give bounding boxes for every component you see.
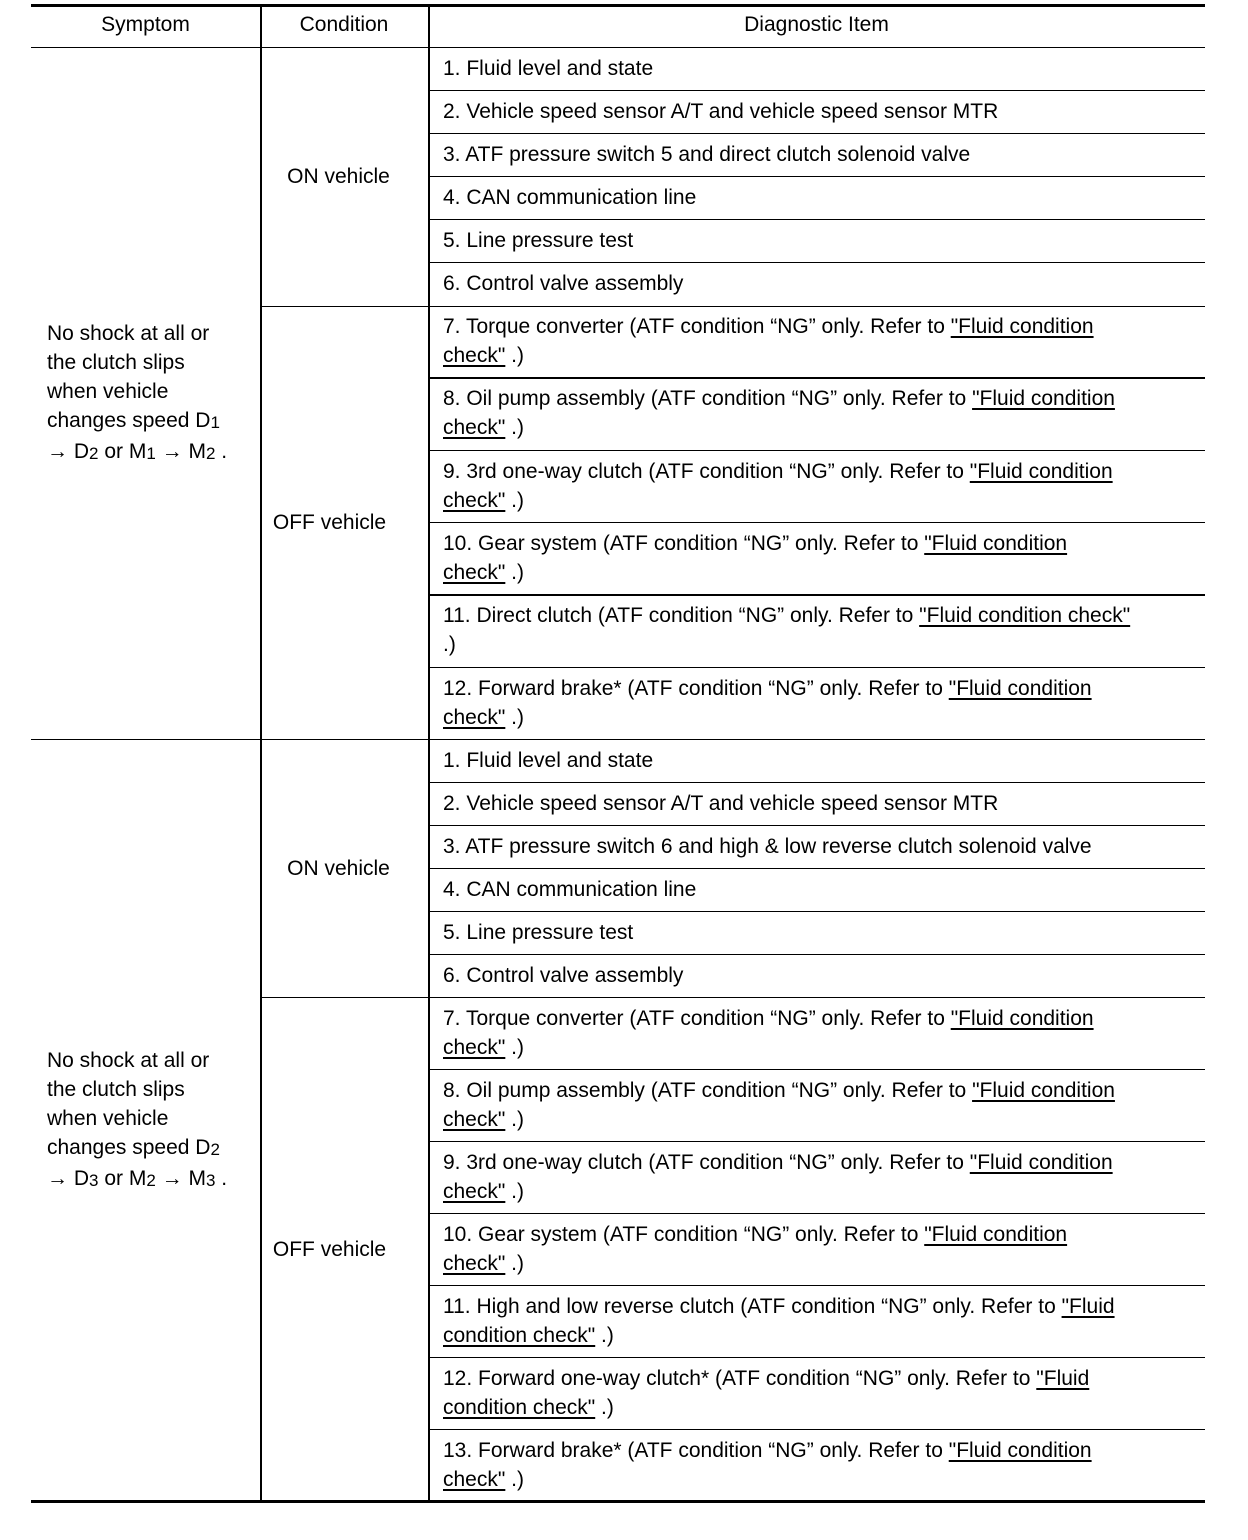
- diagnostic-item: [429, 262, 1205, 305]
- fluid-condition-check-link[interactable]: "Fluid condition check": [443, 387, 1115, 440]
- diagnostic-item: [429, 739, 1205, 782]
- diagnostic-item-text: 5. Line pressure test: [443, 921, 634, 944]
- diagnostic-item-text: [443, 1364, 1133, 1422]
- gear-subscript: 2: [205, 443, 216, 463]
- condition-on-vehicle: ON vehicle: [287, 164, 390, 188]
- fluid-condition-check-link[interactable]: "Fluid condition check": [443, 1151, 1113, 1203]
- diagnostic-item: [429, 1213, 1205, 1285]
- fluid-condition-check-link[interactable]: "Fluid condition check": [443, 1007, 1094, 1059]
- diagnostic-item-suffix: .): [505, 1252, 524, 1275]
- diagnostic-item-text: [443, 384, 1133, 442]
- diagnostic-item-text: [443, 1076, 1133, 1134]
- diagnostic-item-text: 3. ATF pressure switch 6 and high & low reverse clutch solenoid valve: [443, 835, 1092, 858]
- diagnostic-item-text: [443, 457, 1133, 515]
- diagnostic-item: [429, 782, 1205, 825]
- diagnostic-item: [429, 911, 1205, 954]
- diagnostic-item-text: [443, 674, 1133, 732]
- diagnostic-item-label: 7. Torque converter (ATF condition “NG” only. Refer to: [443, 315, 951, 339]
- symptom-line: No shock at all or: [47, 1048, 210, 1072]
- diagnostic-item: [429, 522, 1205, 594]
- diagnostic-item-label: 11. Direct clutch (ATF condition “NG” only. Refer to: [443, 604, 920, 628]
- arrow-icon: →: [155, 439, 189, 463]
- diagnostic-item-text: [443, 1004, 1133, 1062]
- diagnostic-item: [429, 450, 1205, 522]
- diagnostic-item-text: 1. Fluid level and state: [443, 57, 654, 80]
- diagnostic-item-suffix: .): [505, 1180, 524, 1203]
- diagnostic-item-text: [443, 1148, 1133, 1206]
- fluid-condition-check-link[interactable]: "Fluid condition check": [443, 1439, 1092, 1491]
- diagnostic-item-suffix: .): [505, 1036, 524, 1059]
- condition-off-vehicle: OFF vehicle: [272, 1237, 387, 1261]
- arrow-icon: →: [47, 439, 74, 463]
- diagnostic-item-text: 3. ATF pressure switch 5 and direct clutch solenoid valve: [443, 143, 971, 166]
- diagnostic-item-suffix: .): [443, 633, 456, 657]
- diagnostic-item: [429, 667, 1205, 739]
- diagnostic-item: [429, 377, 1205, 449]
- gear-subscript: 2: [146, 1170, 156, 1190]
- diagnostic-item: [429, 305, 1205, 377]
- gear-subscript: 1: [146, 443, 156, 463]
- diagnostic-item: [429, 1429, 1205, 1501]
- diagnostic-item-text: 5. Line pressure test: [443, 229, 634, 252]
- arrow-icon: →: [155, 1166, 189, 1190]
- diagnostic-item-text: 4. CAN communication line: [443, 186, 697, 209]
- fluid-condition-check-link[interactable]: "Fluid condition check": [443, 459, 1113, 512]
- diagnostic-item: [429, 594, 1205, 666]
- diagnostic-item: [429, 954, 1205, 997]
- diagnostic-item-text: [443, 601, 1133, 659]
- symptom-line: [47, 437, 227, 468]
- diagnostic-item-suffix: .): [505, 488, 524, 512]
- diagnostic-item-text: 2. Vehicle speed sensor A/T and vehicle speed sensor MTR: [443, 792, 999, 815]
- fluid-condition-check-link[interactable]: "Fluid condition check": [443, 1367, 1090, 1419]
- diagnostic-item-text: 6. Control valve assembly: [443, 272, 684, 295]
- diagnostic-item-label: 7. Torque converter (ATF condition “NG” only. Refer to: [443, 1007, 951, 1030]
- diagnostic-item-label: 8. Oil pump assembly (ATF condition “NG” only. Refer to: [443, 1079, 973, 1102]
- diagnostic-item-text: 2. Vehicle speed sensor A/T and vehicle speed sensor MTR: [443, 100, 999, 123]
- fluid-condition-check-link[interactable]: "Fluid condition check": [443, 532, 1068, 585]
- diagnostic-item: [429, 997, 1205, 1069]
- diagnostic-table: [31, 4, 1205, 1504]
- header-diagnostic-item: Diagnostic Item: [744, 13, 889, 36]
- diagnostic-item-suffix: .): [505, 416, 524, 440]
- diagnostic-item-label: 13. Forward brake* (ATF condition “NG” only. Refer to: [443, 1439, 949, 1462]
- diagnostic-item-suffix: .): [505, 1108, 524, 1131]
- symptom-line: [47, 1133, 227, 1164]
- diagnostic-item-label: 10. Gear system (ATF condition “NG” only. Refer to: [443, 532, 925, 556]
- symptom-speed-text: or M: [98, 439, 147, 463]
- fluid-condition-check-link[interactable]: "Fluid condition check": [443, 1079, 1115, 1131]
- diagnostic-item-label: 8. Oil pump assembly (ATF condition “NG” only. Refer to: [443, 387, 973, 411]
- gear-subscript: 3: [205, 1170, 216, 1190]
- diagnostic-item-label: 9. 3rd one-way clutch (ATF condition “NG” only. Refer to: [443, 459, 970, 483]
- condition-on-vehicle: ON vehicle: [287, 856, 390, 880]
- diagnostic-item-suffix: .): [595, 1324, 614, 1347]
- diagnostic-item-suffix: .): [505, 561, 524, 585]
- symptom-speed-text: changes speed D: [47, 1135, 211, 1159]
- condition-off-vehicle: OFF vehicle: [272, 510, 387, 534]
- symptom-line: when vehicle: [47, 1106, 169, 1130]
- fluid-condition-check-link[interactable]: "Fluid condition check": [443, 315, 1094, 368]
- symptom-speed-text: .: [215, 1166, 228, 1190]
- header-symptom: Symptom: [101, 13, 190, 36]
- diagnostic-item-label: 11. High and low reverse clutch (ATF condition “NG” only. Refer to: [443, 1295, 1062, 1318]
- symptom-line: when vehicle: [47, 379, 169, 403]
- diagnostic-item: [429, 1141, 1205, 1213]
- diagnostic-item-text: 6. Control valve assembly: [443, 964, 684, 987]
- gear-subscript: 3: [89, 1170, 99, 1190]
- symptom-text: [47, 1046, 227, 1195]
- symptom-line: [47, 1164, 227, 1195]
- symptom-speed-text: M: [188, 1166, 206, 1190]
- diagnostic-item: [429, 1357, 1205, 1429]
- fluid-condition-check-link[interactable]: "Fluid condition check": [443, 676, 1092, 729]
- diagnostic-item-text: 1. Fluid level and state: [443, 749, 654, 772]
- symptom-cell: [31, 47, 260, 739]
- diagnostic-item-suffix: .): [595, 1396, 614, 1419]
- arrow-icon: →: [47, 1166, 74, 1190]
- diagnostic-item-text: [443, 1436, 1133, 1494]
- diagnostic-item: [429, 47, 1205, 90]
- diagnostic-item: [429, 133, 1205, 176]
- diagnostic-item-label: 9. 3rd one-way clutch (ATF condition “NG” only. Refer to: [443, 1151, 970, 1174]
- diagnostic-item-label: 12. Forward one-way clutch* (ATF condition “NG” only. Refer to: [443, 1367, 1037, 1390]
- header-condition: Condition: [299, 13, 389, 36]
- diagnostic-item: [429, 90, 1205, 133]
- diagnostic-item: [429, 1069, 1205, 1141]
- symptom-line: [47, 406, 227, 437]
- fluid-condition-check-link[interactable]: "Fluid condition check": [443, 1223, 1068, 1275]
- diagnostic-item-suffix: .): [505, 705, 524, 729]
- symptom-speed-text: or M: [98, 1166, 147, 1190]
- diagnostic-item: [429, 868, 1205, 911]
- diagnostic-item-suffix: .): [505, 1468, 524, 1491]
- diagnostic-item: [429, 219, 1205, 262]
- gear-subscript: 2: [89, 443, 99, 463]
- symptom-speed-text: M: [188, 439, 206, 463]
- symptom-speed-text: D: [73, 1166, 90, 1190]
- gear-subscript: 2: [210, 1139, 220, 1159]
- symptom-speed-text: D: [73, 439, 90, 463]
- diagnostic-item-text: [443, 312, 1133, 370]
- diagnostic-item: [429, 1285, 1205, 1357]
- diagnostic-item-suffix: .): [505, 344, 524, 368]
- symptom-line: No shock at all or: [47, 321, 210, 345]
- diagnostic-item-text: [443, 1292, 1133, 1350]
- diagnostic-item-label: 10. Gear system (ATF condition “NG” only. Refer to: [443, 1223, 925, 1246]
- symptom-text: [47, 319, 227, 468]
- symptom-line: the clutch slips: [47, 1077, 185, 1101]
- symptom-line: the clutch slips: [47, 350, 185, 374]
- diagnostic-item: [429, 176, 1205, 219]
- diagnostic-item-label: 12. Forward brake* (ATF condition “NG” only. Refer to: [443, 676, 949, 700]
- gear-subscript: 1: [210, 412, 220, 432]
- fluid-condition-check-link[interactable]: "Fluid condition check": [443, 1295, 1115, 1347]
- diagnostic-item-text: [443, 1220, 1133, 1278]
- fluid-condition-check-link[interactable]: "Fluid condition check": [919, 604, 1131, 628]
- symptom-speed-text: changes speed D: [47, 408, 211, 432]
- symptom-speed-text: .: [215, 439, 228, 463]
- diagnostic-item-text: 4. CAN communication line: [443, 878, 697, 901]
- symptom-cell: [31, 739, 260, 1501]
- diagnostic-item-text: [443, 529, 1133, 587]
- diagnostic-item: [429, 825, 1205, 868]
